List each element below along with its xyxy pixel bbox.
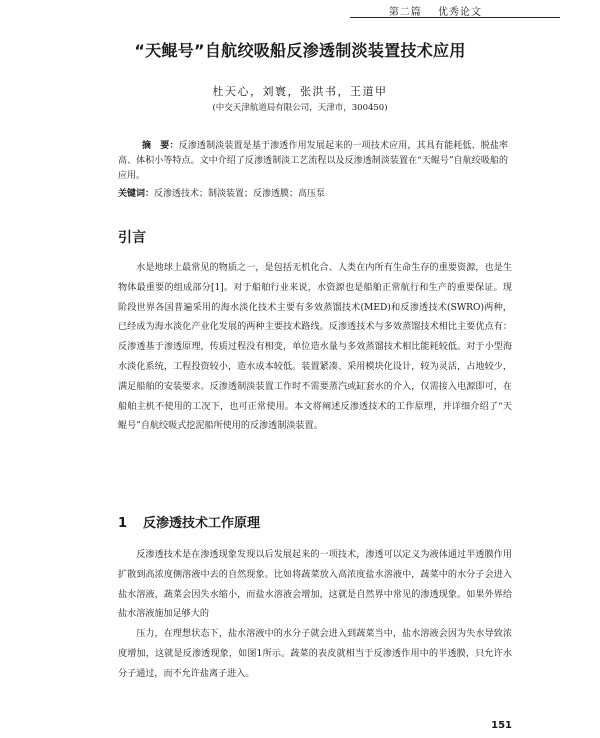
keywords [118, 187, 508, 202]
section1-title: 反渗透技术工作原理 [143, 516, 261, 531]
keywords-text: 反渗透技术；制淡装置；反渗透膜；高压泵 [154, 189, 326, 199]
abstract-label: 摘 要： [142, 141, 179, 151]
section1-body [118, 546, 512, 685]
intro-body [118, 259, 512, 437]
section1-number: 1 [118, 516, 128, 531]
header-rule [350, 17, 560, 18]
intro-heading: 引言 [118, 230, 146, 246]
abstract-text: 反渗透制淡装置是基于渗透作用发展起来的一项技术应用，其具有能耗低、脱盐率高、体积小等特点。文中介绍了反渗透制淡工艺流程以及反渗透制淡装置在“天鲲号”自航绞吸船的应用。 [118, 141, 508, 181]
paper-authors: 杜天心，刘寰，张洪书，王道甲 [212, 85, 388, 98]
paper-affiliation: (中交天津航道局有限公司，天津市，300450) [212, 103, 388, 113]
intro-paragraph: 水是地球上最常见的物质之一，是包括无机化合、人类在内所有生命生存的重要资源，也是生物体最重要的组成部分[1]。对于船舶行业来说，水资源也是船舶正常航行和生产的重要保证。现阶段世界各国普遍采用的海水淡化技术主要有多效蒸馏技术(MED)和反渗透技术(SWRO)两种，已经成为海水淡化产业化发展的两种主要技术路线。反渗透技术与多效蒸馏技术相比主要优点有：反渗透基于渗透原理，传质过程没有相变，单位造水量与多效蒸馏技术相比能耗较低。对于小型海水淡化系统，工程投资较小，造水成本较低。装置紧凑、采用模块化设计，较为灵活，占地较少，满足船舶的安装要求。反渗透制淡装置工作时不需要蒸汽或缸套水的介入，仅需接入电源即可，在船舶主机不使用的工况下，也可正常使用。本文将阐述反渗透技术的工作原理，并详细介绍了“天鲲号”自航绞吸式挖泥船所使用的反渗透制淡装置。 [118, 263, 512, 432]
section1-heading [118, 512, 260, 531]
section1-paragraph-1: 反渗透技术是在渗透现象发现以后发展起来的一项技术，渗透可以定义为液体通过半透膜作用扩散到高浓度侧溶液中去的自然现象。比如将蔬菜放入高浓度盐水溶液中，蔬菜中的水分子会进入盐水溶液，蔬菜会因失水缩小，而盐水溶液会增加，这就是自然界中常见的渗透现象。如果外界给盐水溶液施加足够大的 [118, 550, 512, 620]
header-text [377, 3, 482, 18]
header-part: 第二篇 [388, 7, 422, 18]
page-number: 151 [491, 720, 512, 731]
section1-paragraph-2: 压力，在理想状态下，盐水溶液中的水分子就会进入到蔬菜当中，盐水溶液会因为失水导致浓度增加，这就是反渗透现象，如图1所示。蔬菜的表皮就相当于反渗透作用中的半透膜，只允许水分子通过，而不允许盐离子进入。 [118, 629, 512, 679]
running-header [0, 0, 600, 18]
paper-title: “天鲲号”自航绞吸船反渗透制淡装置技术应用 [134, 41, 466, 60]
keywords-label: 关键词： [118, 189, 155, 199]
abstract [118, 139, 508, 184]
header-section: 优秀论文 [438, 7, 482, 18]
